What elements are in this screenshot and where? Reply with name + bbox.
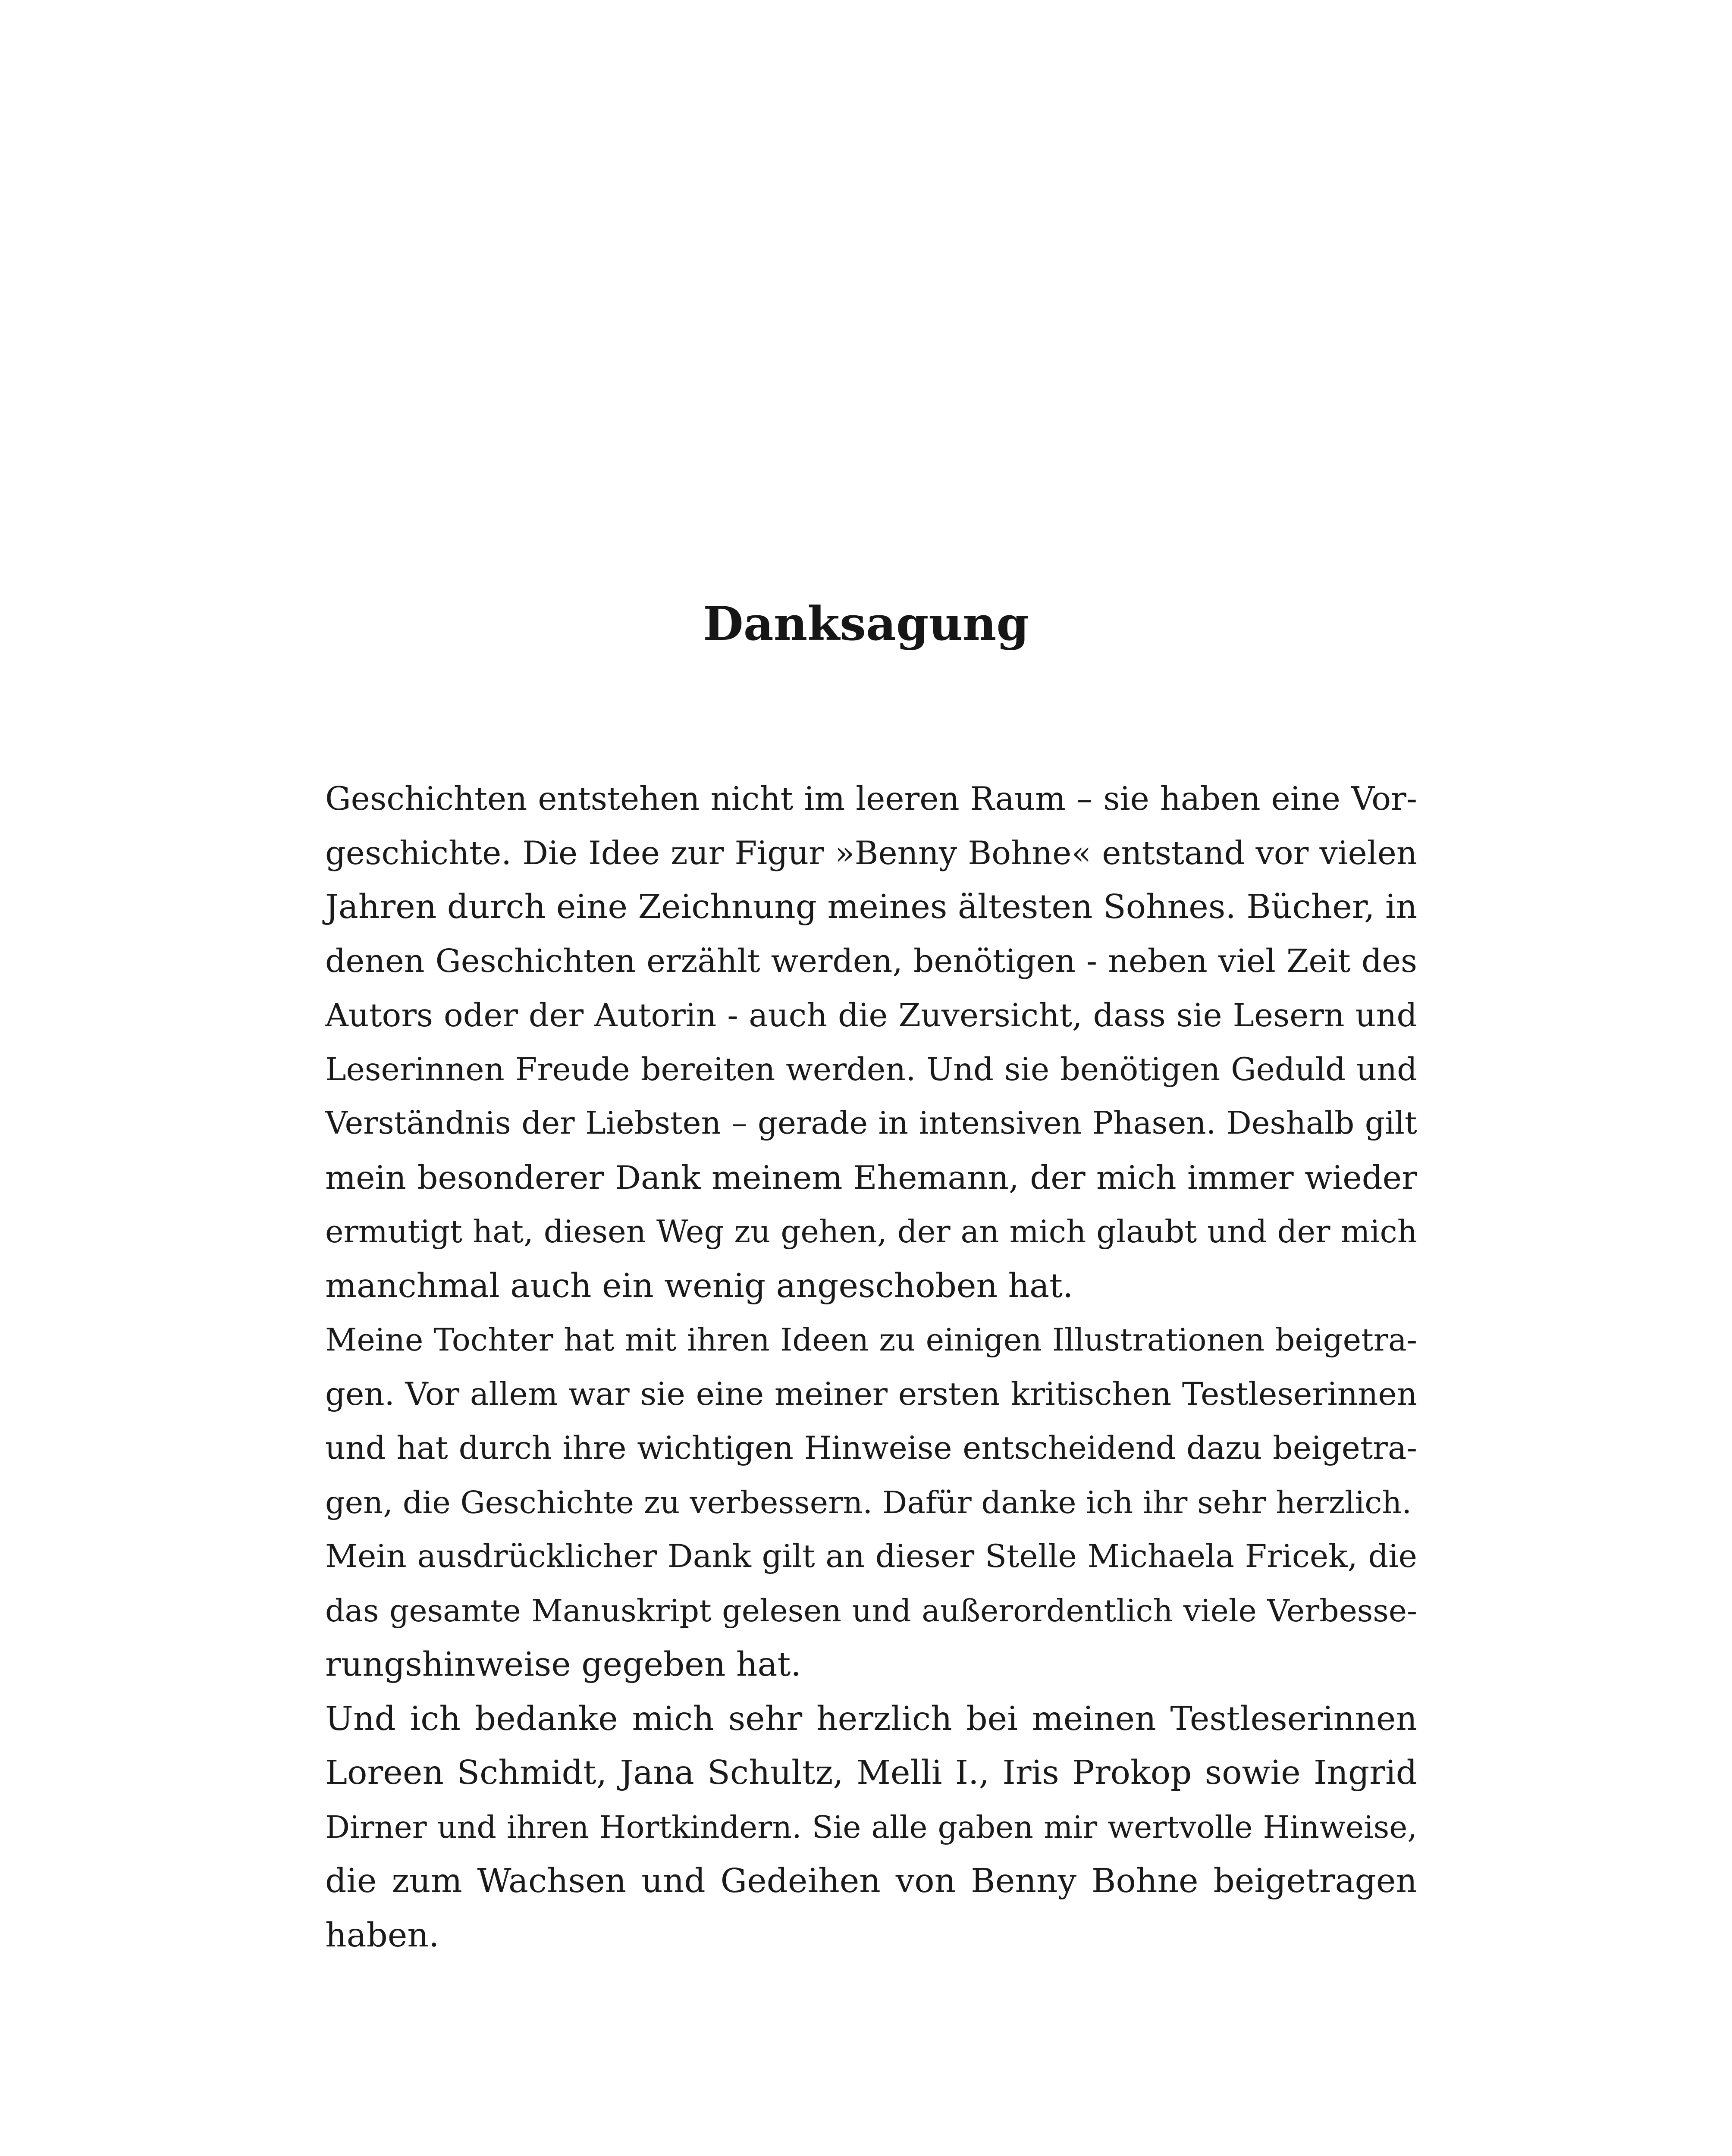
text-line: die zum Wachsen und Gedeihen von Benny Bohne beigetragen xyxy=(325,1862,1417,1900)
text-line: rungshinweise gegeben hat. xyxy=(325,1645,801,1684)
text-line: Und ich bedanke mich sehr herzlich bei meinen Testleserinnen xyxy=(325,1699,1417,1738)
text-line: das gesamte Manuskript gelesen und außerordentlich viele Verbesse- xyxy=(325,1592,1417,1629)
text-line: Loreen Schmidt, Jana Schultz, Melli I., Iris Prokop sowie Ingrid xyxy=(325,1754,1417,1792)
text-line: Leserinnen Freude bereiten werden. Und sie benötigen Geduld und xyxy=(325,1051,1417,1088)
text-line: geschichte. Die Idee zur Figur »Benny Bohne« entstand vor vielen xyxy=(325,834,1417,872)
text-line: Meine Tochter hat mit ihren Ideen zu einigen Illustrationen beigetra- xyxy=(325,1322,1417,1358)
text-line: Verständnis der Liebsten – gerade in intensiven Phasen. Deshalb gilt xyxy=(325,1105,1417,1141)
text-line: haben. xyxy=(325,1916,439,1955)
text-line: Jahren durch eine Zeichnung meines ältesten Sohnes. Bücher, in xyxy=(325,888,1418,926)
text-line: gen. Vor allem war sie eine meiner ersten kritischen Testleserinnen xyxy=(325,1376,1417,1413)
text-line: und hat durch ihre wichtigen Hinweise entscheidend dazu beigetra- xyxy=(325,1430,1417,1467)
text-line: gen, die Geschichte zu verbessern. Dafür danke ich ihr sehr herzlich. xyxy=(325,1484,1412,1520)
text-line: Mein ausdrücklicher Dank gilt an dieser Stelle Michaela Fricek, die xyxy=(325,1538,1417,1575)
text-line: Dirner und ihren Hortkindern. Sie alle gaben mir wertvolle Hinweise, xyxy=(325,1809,1417,1845)
text-line: Geschichten entstehen nicht im leeren Raum – sie haben eine Vor- xyxy=(325,780,1417,818)
text-line: mein besonderer Dank meinem Ehemann, der mich immer wieder xyxy=(325,1158,1417,1197)
text-line: Autors oder der Autorin - auch die Zuversicht, dass sie Lesern und xyxy=(325,997,1417,1034)
page-title: Danksagung xyxy=(703,597,1029,651)
text-line: denen Geschichten erzählt werden, benötigen - neben viel Zeit des xyxy=(325,942,1417,980)
text-line: manchmal auch ein wenig angeschoben hat. xyxy=(325,1266,1073,1305)
text-line: ermutigt hat, diesen Weg zu gehen, der an mich glaubt und der mich xyxy=(325,1213,1417,1250)
acknowledgement-text xyxy=(325,772,1417,1962)
